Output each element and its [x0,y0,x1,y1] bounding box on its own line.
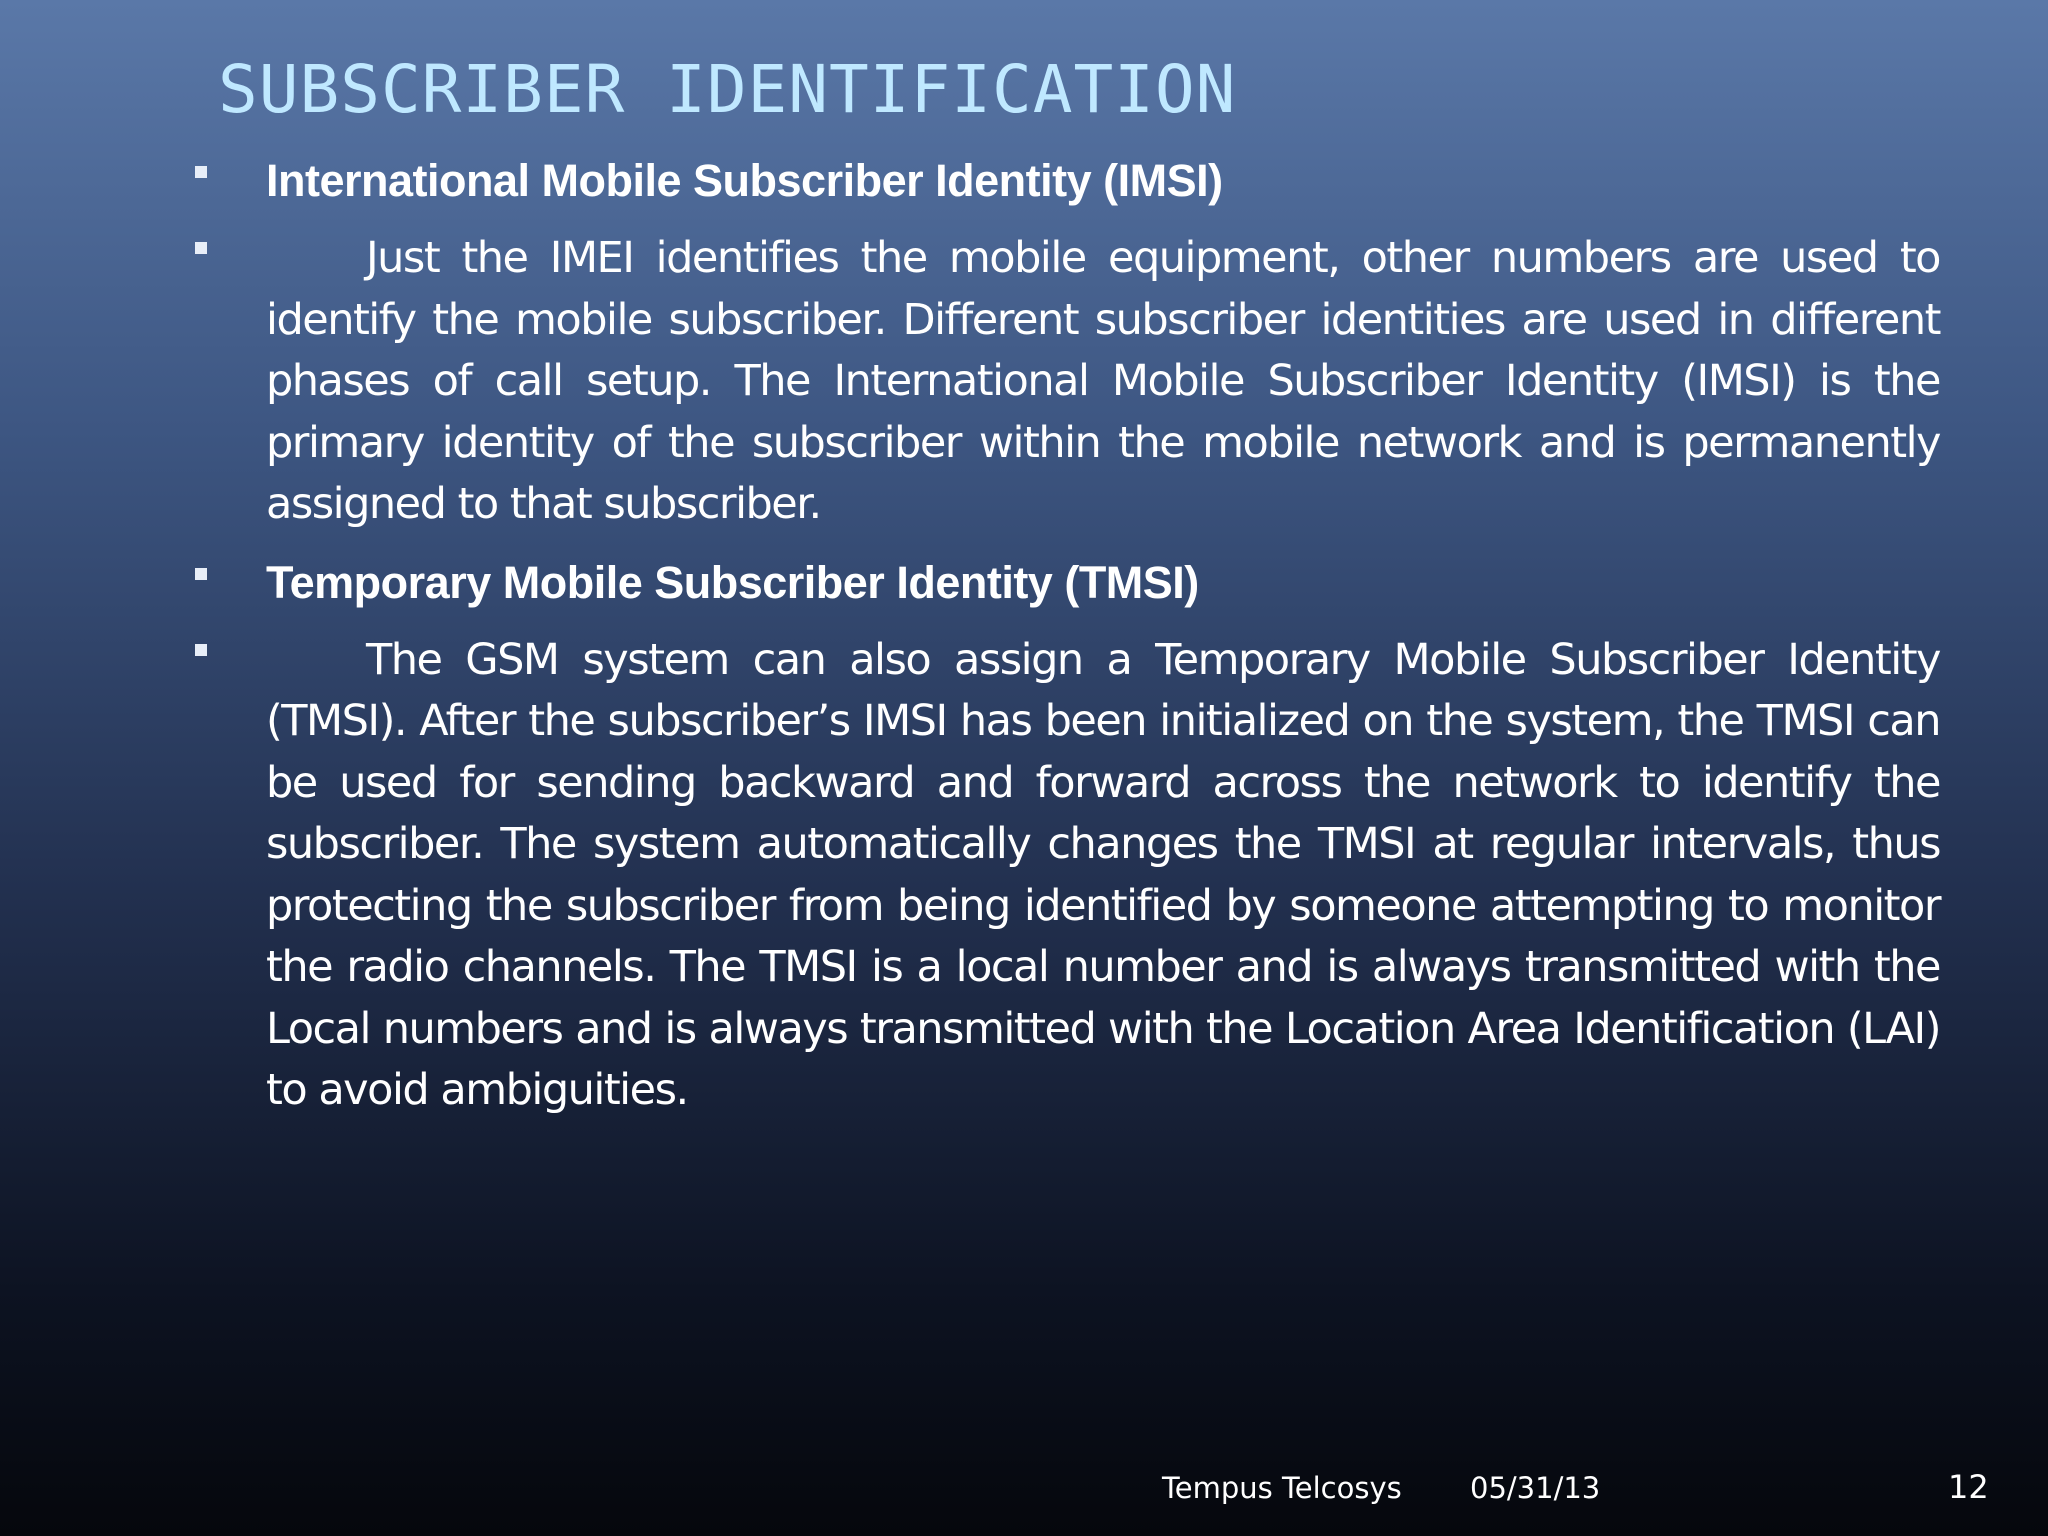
tmsi-description: The GSM system can also assign a Temporary Mobile Subscriber Identity (TMSI). After the subscriber’s IMSI has been initialized on the system, the TMSI can be used for sending backward and forward across the network to identify the subscriber. The system automatically changes the TMSI at regular intervals, thus protecting the subscriber from being identified by someone attempting to monitor the radio channels. The TMSI is a local number and is always transmitted with the Local numbers and is always transmitted with the Location Area Identification (LAI) to avoid ambiguities. [266,634,1940,1115]
footer-date: 05/31/13 [1470,1471,1601,1505]
square-bullet-icon [195,242,207,254]
footer-company: Tempus Telcosys [1162,1471,1402,1505]
slide-page-number: 12 [1948,1468,1989,1506]
square-bullet-icon [195,568,207,580]
bullet-list [192,152,1940,1140]
imsi-description: Just the IMEI identifies the mobile equipment, other numbers are used to identify the mobile subscriber. Different subscriber identities are used in different phases of call setup. The International Mobile Subscriber Identity (IMSI) is the primary identity of the subscriber within the mobile network and is permanently assigned to that subscriber. [266,233,1940,529]
tmsi-heading: Temporary Mobile Subscriber Identity (TMSI) [266,556,1199,608]
bullet-item-tmsi-description [192,630,1940,1122]
bullet-item-imsi-heading [192,152,1940,210]
imsi-heading: International Mobile Subscriber Identity (IMSI) [266,155,1223,206]
bullet-item-imsi-description [192,228,1940,536]
square-bullet-icon [195,166,207,178]
square-bullet-icon [195,644,207,656]
bullet-item-tmsi-heading [192,554,1940,612]
slide-title: SUBSCRIBER IDENTIFICATION [218,51,1237,128]
